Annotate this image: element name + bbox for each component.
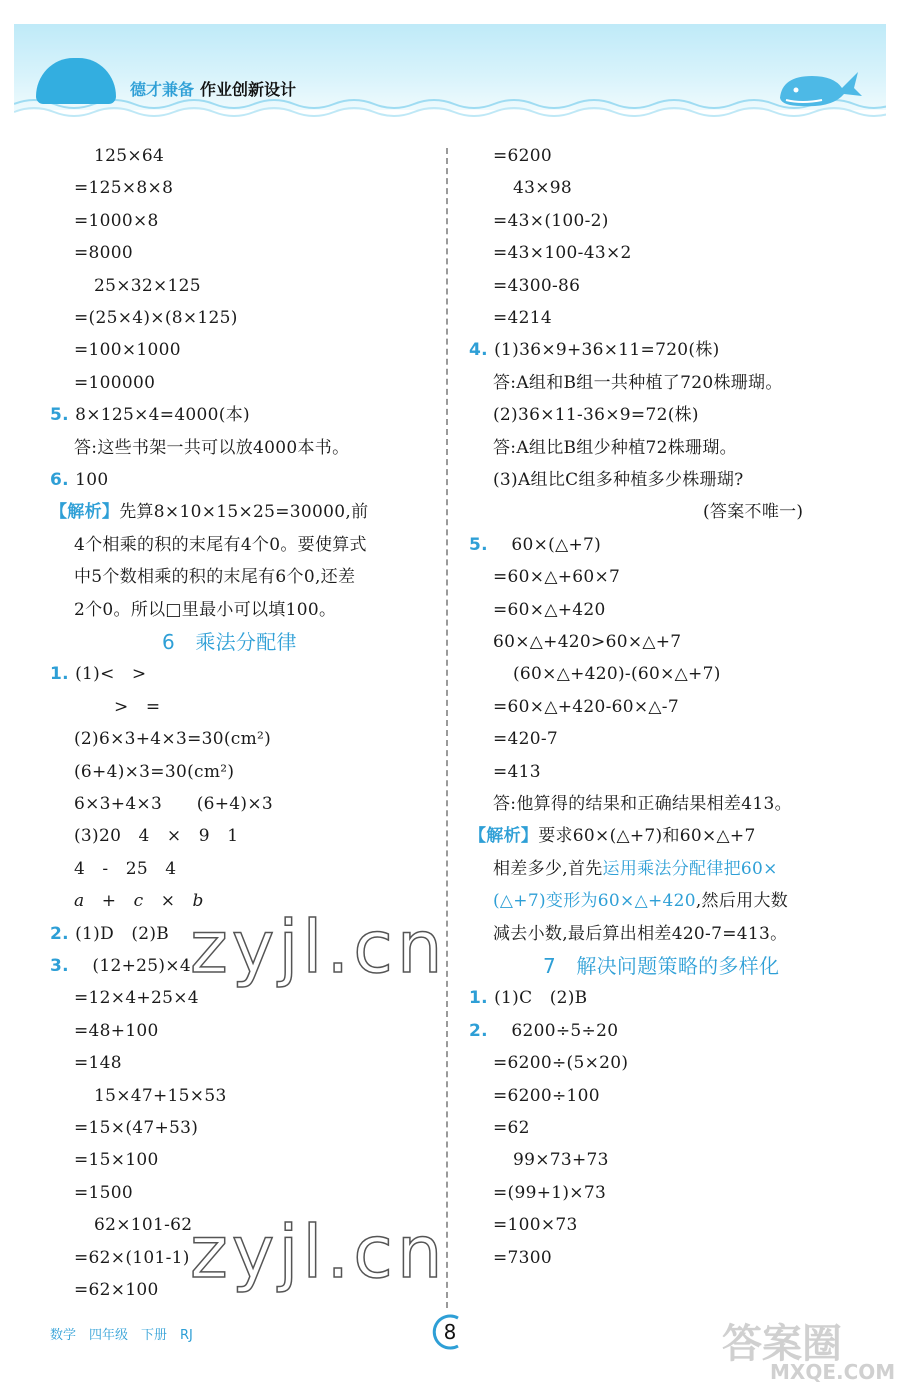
- footer-course-info: 数学 四年级 下册 RJ: [50, 1328, 193, 1343]
- question-line: [469, 535, 601, 555]
- answer-line: [493, 632, 681, 652]
- question-line: [50, 956, 191, 976]
- answer-line: [493, 1215, 578, 1235]
- answer-line: [493, 729, 558, 749]
- answer-text: 答:A组比B组少种植72株珊瑚。: [493, 437, 737, 458]
- column-divider: [446, 148, 448, 1308]
- answer-text: 25×32×125: [94, 275, 201, 296]
- answer-text: =6200: [493, 146, 553, 166]
- answer-text: =12×4+25×4: [74, 988, 199, 1009]
- question-number: 6.: [50, 470, 76, 490]
- analysis-text: 要求60×(△+7)和60×△+7: [538, 826, 756, 847]
- answer-text: (2)36×11-36×9=72(株): [493, 405, 699, 426]
- answer-line: [74, 1280, 159, 1300]
- answer-text: a + c × b: [74, 891, 204, 912]
- answer-text: (1)36×9+36×11=720(株): [494, 340, 720, 361]
- answer-line: [493, 600, 606, 620]
- answer-text: =1000×8: [74, 210, 159, 231]
- question-number: 4.: [469, 340, 495, 361]
- highlighted-text: (△+7)变形为60×△+420: [493, 891, 696, 912]
- answer-text: =43×(100-2): [493, 210, 609, 231]
- answer-line: [493, 470, 744, 490]
- answer-line: [493, 1086, 600, 1106]
- answer-text: (3)20 4 × 9 1: [74, 826, 239, 847]
- answer-line: [74, 1248, 190, 1268]
- answer-line: [74, 1183, 133, 1203]
- answer-text: 答:他算得的结果和正确结果相差413。: [493, 794, 792, 814]
- whale-icon: [772, 58, 864, 110]
- answer-line: [493, 146, 552, 166]
- answer-text: (1)< >: [75, 664, 147, 685]
- question-line: [50, 924, 169, 944]
- answer-text: 4个相乘的积的末尾有4个0。要使算式: [74, 534, 367, 555]
- answer-text: (答案不唯一): [703, 502, 804, 523]
- answer-line: [493, 308, 552, 328]
- analysis-line: [469, 826, 756, 846]
- answer-line: [74, 600, 336, 620]
- page-number: 8: [443, 1320, 457, 1344]
- answer-text: =(99+1)×73: [493, 1182, 607, 1203]
- question-line: [469, 1021, 618, 1041]
- answer-line: [493, 794, 792, 814]
- answer-line: [74, 211, 159, 231]
- answer-text: (1)D (2)B: [75, 923, 170, 944]
- answer-text: 43×98: [513, 178, 573, 199]
- analysis-text: 先算8×10×15×25=30000,前: [119, 502, 369, 523]
- answer-text: 4 - 25 4: [74, 858, 177, 879]
- answer-line: [74, 373, 155, 393]
- answer-text: 8×125×4=4000(本): [75, 405, 250, 426]
- answer-text: 99×73+73: [513, 1150, 609, 1171]
- answer-text: =125×8×8: [74, 178, 174, 199]
- answer-line: [703, 502, 803, 522]
- answer-text: 100: [75, 470, 109, 490]
- answer-line: [74, 1118, 198, 1138]
- brand-title: 作业创新设计: [200, 80, 297, 99]
- question-number: 2.: [469, 1020, 495, 1041]
- answer-text: =100000: [74, 372, 156, 393]
- answer-line: [493, 405, 699, 425]
- answer-text: (2)6×3+4×3=30(cm²): [74, 729, 272, 750]
- answer-text: (1)C (2)B: [494, 988, 588, 1009]
- answer-line: [493, 859, 778, 879]
- answer-text: ,然后用大数: [695, 891, 789, 912]
- answer-line: [74, 729, 271, 749]
- brand-name: 德才兼备: [130, 80, 195, 99]
- question-line: [469, 988, 587, 1008]
- answer-text: =60×△+60×7: [493, 567, 621, 588]
- answer-line: [513, 178, 572, 198]
- question-line: [50, 405, 250, 425]
- watermark-text: zyjl.cn: [190, 1210, 447, 1294]
- answer-text: =6200÷100: [493, 1085, 600, 1106]
- answer-line: [74, 438, 349, 458]
- analysis-line: [50, 502, 368, 522]
- answer-text: 60×△+420>60×△+7: [493, 632, 682, 652]
- header-brand: [130, 77, 296, 100]
- section-heading: 6 乘法分配律: [162, 630, 297, 654]
- answer-line: [74, 1053, 122, 1073]
- answer-text: =420-7: [493, 729, 559, 750]
- answer-line: [493, 211, 609, 231]
- corner-watermark-logo: 答案圈: [722, 1321, 842, 1367]
- answer-text: 125×64: [94, 146, 165, 166]
- answer-text: =60×△+420-60×△-7: [493, 696, 679, 717]
- answer-text: =413: [493, 761, 541, 782]
- answer-text: =62×100: [74, 1280, 159, 1300]
- answer-text: =7300: [493, 1247, 553, 1268]
- answer-line: [74, 1150, 159, 1170]
- section-heading: 7 解决问题策略的多样化: [543, 954, 780, 978]
- answer-line: [493, 891, 788, 911]
- answer-text: 减去小数,最后算出相差420-7=413。: [493, 923, 788, 944]
- answer-line: [493, 567, 620, 587]
- question-number: 5.: [50, 405, 76, 426]
- answer-text: =62: [493, 1118, 530, 1138]
- answer-text: =43×100-43×2: [493, 243, 632, 264]
- answer-text: 答:A组和B组一共种植了720株珊瑚。: [493, 372, 783, 393]
- answer-line: [74, 826, 238, 846]
- answer-text: 60×(△+7): [494, 534, 602, 555]
- answer-text: 答:这些书架一共可以放4000本书。: [74, 437, 350, 458]
- answer-line: [493, 243, 632, 263]
- answer-text: =8000: [74, 243, 134, 264]
- answer-text: =4300-86: [493, 275, 581, 296]
- answer-line: [74, 243, 133, 263]
- answer-line: [74, 567, 355, 587]
- answer-line: [74, 535, 367, 555]
- answer-line: [493, 438, 737, 458]
- answer-line: [493, 1053, 628, 1073]
- answer-line: [94, 1086, 227, 1106]
- answer-line: [493, 1118, 530, 1138]
- answer-line: [493, 1183, 606, 1203]
- answer-line: [74, 178, 173, 198]
- answer-text: =62×(101-1): [74, 1247, 190, 1268]
- answer-line: [74, 859, 176, 879]
- answer-line: [94, 276, 201, 296]
- answer-text: =1500: [74, 1182, 134, 1203]
- question-line: [50, 470, 108, 490]
- answer-text: (6+4)×3=30(cm²): [74, 761, 235, 782]
- answer-line: [74, 762, 234, 782]
- question-number: 1.: [50, 664, 76, 685]
- analysis-tag: 【解析】: [469, 826, 539, 847]
- question-number: 2.: [50, 923, 76, 944]
- answer-line: [513, 1150, 609, 1170]
- answer-text: 相差多少,首先: [493, 858, 603, 879]
- answer-line: [493, 373, 783, 393]
- answer-text: =148: [74, 1053, 122, 1074]
- answer-text: =48+100: [74, 1020, 159, 1041]
- answer-line: [74, 988, 199, 1008]
- answer-text: 2个0。所以□里最小可以填100。: [74, 599, 337, 620]
- answer-line: [493, 1248, 552, 1268]
- watermark-text: zyjl.cn: [190, 905, 447, 989]
- highlighted-text: 运用乘法分配律把60×: [602, 858, 778, 879]
- analysis-tag: 【解析】: [50, 502, 120, 523]
- answer-line: [74, 1021, 159, 1041]
- answer-line: [74, 891, 204, 911]
- answer-line: [493, 697, 679, 717]
- answer-text: 6×3+4×3 (6+4)×3: [74, 794, 273, 814]
- answer-text: =15×100: [74, 1150, 159, 1171]
- answer-text: (60×△+420)-(60×△+7): [513, 664, 721, 685]
- answer-text: (12+25)×4: [75, 956, 191, 976]
- answer-line: [74, 794, 273, 814]
- answer-line: [493, 762, 541, 782]
- answer-line: [94, 1215, 192, 1235]
- answer-text: 6200÷5÷20: [494, 1020, 619, 1041]
- answer-text: =(25×4)×(8×125): [74, 308, 238, 328]
- answer-text: =6200÷(5×20): [493, 1053, 629, 1074]
- answer-text: =100×73: [493, 1215, 578, 1236]
- answer-line: [74, 308, 238, 328]
- answer-line: [493, 924, 787, 944]
- answer-text: =100×1000: [74, 340, 181, 361]
- answer-text: (3)A组比C组多种植多少株珊瑚?: [493, 470, 744, 490]
- answer-text: > =: [114, 696, 161, 717]
- answer-text: =4214: [493, 308, 553, 328]
- answer-text: 62×101-62: [94, 1215, 193, 1236]
- answer-text: 15×47+15×53: [94, 1085, 227, 1106]
- answer-text: =15×(47+53): [74, 1118, 199, 1138]
- corner-watermark-url: MXQE.COM: [770, 1360, 896, 1384]
- question-line: [469, 340, 720, 360]
- answer-line: [114, 697, 160, 717]
- question-number: 3.: [50, 956, 76, 976]
- answer-text: 中5个数相乘的积的末尾有6个0,还差: [74, 567, 356, 588]
- answer-text: =60×△+420: [493, 599, 606, 620]
- question-number: 5.: [469, 534, 495, 555]
- answer-line: [94, 146, 164, 166]
- answer-line: [74, 340, 181, 360]
- answer-line: [493, 276, 580, 296]
- question-line: [50, 664, 146, 684]
- answer-line: [513, 664, 721, 684]
- question-number: 1.: [469, 988, 495, 1009]
